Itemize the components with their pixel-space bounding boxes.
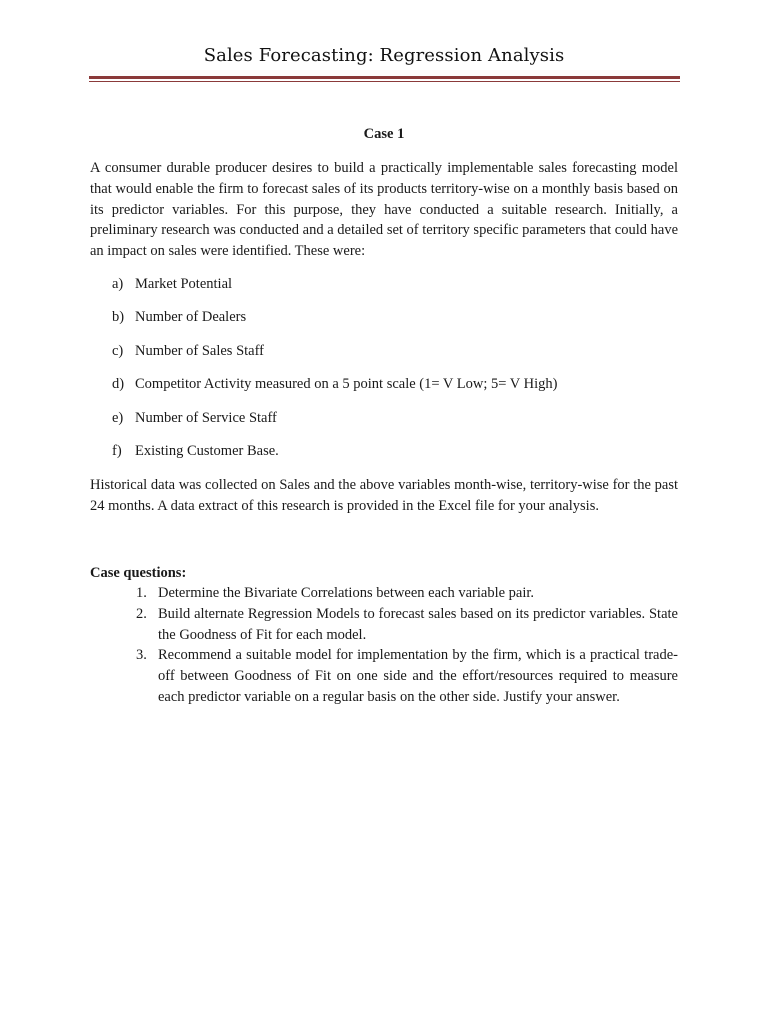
- list-item: [90, 341, 678, 374]
- list-item: [90, 307, 678, 340]
- list-item-text: Build alternate Regression Models to forecast sales based on its predictor variables. State the Goodness of Fit for each model.: [158, 605, 678, 643]
- case-questions-list: [90, 583, 678, 708]
- list-item-text: Existing Customer Base.: [135, 442, 279, 459]
- list-item: [90, 604, 678, 646]
- list-item-marker: f): [112, 442, 122, 459]
- list-item: [90, 274, 678, 307]
- list-item-text: Competitor Activity measured on a 5 point scale (1= V Low; 5= V High): [135, 376, 558, 393]
- list-item-marker: c): [112, 342, 124, 359]
- list-item-text: Recommend a suitable model for implementation by the firm, which is a practical trade-off between Goodness of Fit on one side and the effort/resources required to measure each predictor variable on a regular basis on the other side. Justify your answer.: [158, 647, 678, 705]
- list-item-text: Number of Dealers: [135, 309, 247, 326]
- page-header-title: Sales Forecasting: Regression Analysis: [203, 45, 565, 66]
- list-item-marker: 3.: [136, 647, 147, 664]
- list-item-marker: e): [112, 409, 124, 426]
- list-item-marker: 2.: [136, 605, 147, 622]
- list-item: [90, 583, 678, 604]
- list-item: [90, 408, 678, 441]
- case-title: Case 1: [363, 126, 405, 142]
- history-paragraph: Historical data was collected on Sales and the above variables month-wise, territory-wise for the past 24 months. A data extract of this research is provided in the Excel file for your analysis.: [90, 477, 678, 514]
- list-item: [90, 441, 678, 474]
- list-item-text: Number of Service Staff: [135, 409, 277, 426]
- list-item: [90, 645, 678, 707]
- parameter-list: [90, 274, 678, 474]
- list-item-marker: 1.: [136, 585, 147, 601]
- list-item-text: Determine the Bivariate Correlations between each variable pair.: [158, 585, 535, 601]
- list-item-marker: b): [112, 309, 125, 326]
- case-questions-heading: Case questions:: [90, 565, 187, 581]
- list-item-text: Market Potential: [135, 276, 233, 292]
- list-item: [90, 374, 678, 407]
- intro-paragraph: A consumer durable producer desires to build a practically implementable sales forecasting model that would enable the firm to forecast sales of its products territory-wise on a monthly basis based on its predictor variables. For this purpose, they have conducted a suitable research. Initially, a preliminary research was conducted and a detailed set of territory specific parameters that could have an impact on sales were identified. These were:: [90, 160, 678, 260]
- header-rule-thick: [89, 76, 680, 79]
- list-item-text: Number of Sales Staff: [135, 342, 264, 359]
- list-item-marker: d): [112, 376, 125, 393]
- list-item-marker: a): [112, 276, 124, 292]
- header-rule-thin: [89, 81, 680, 82]
